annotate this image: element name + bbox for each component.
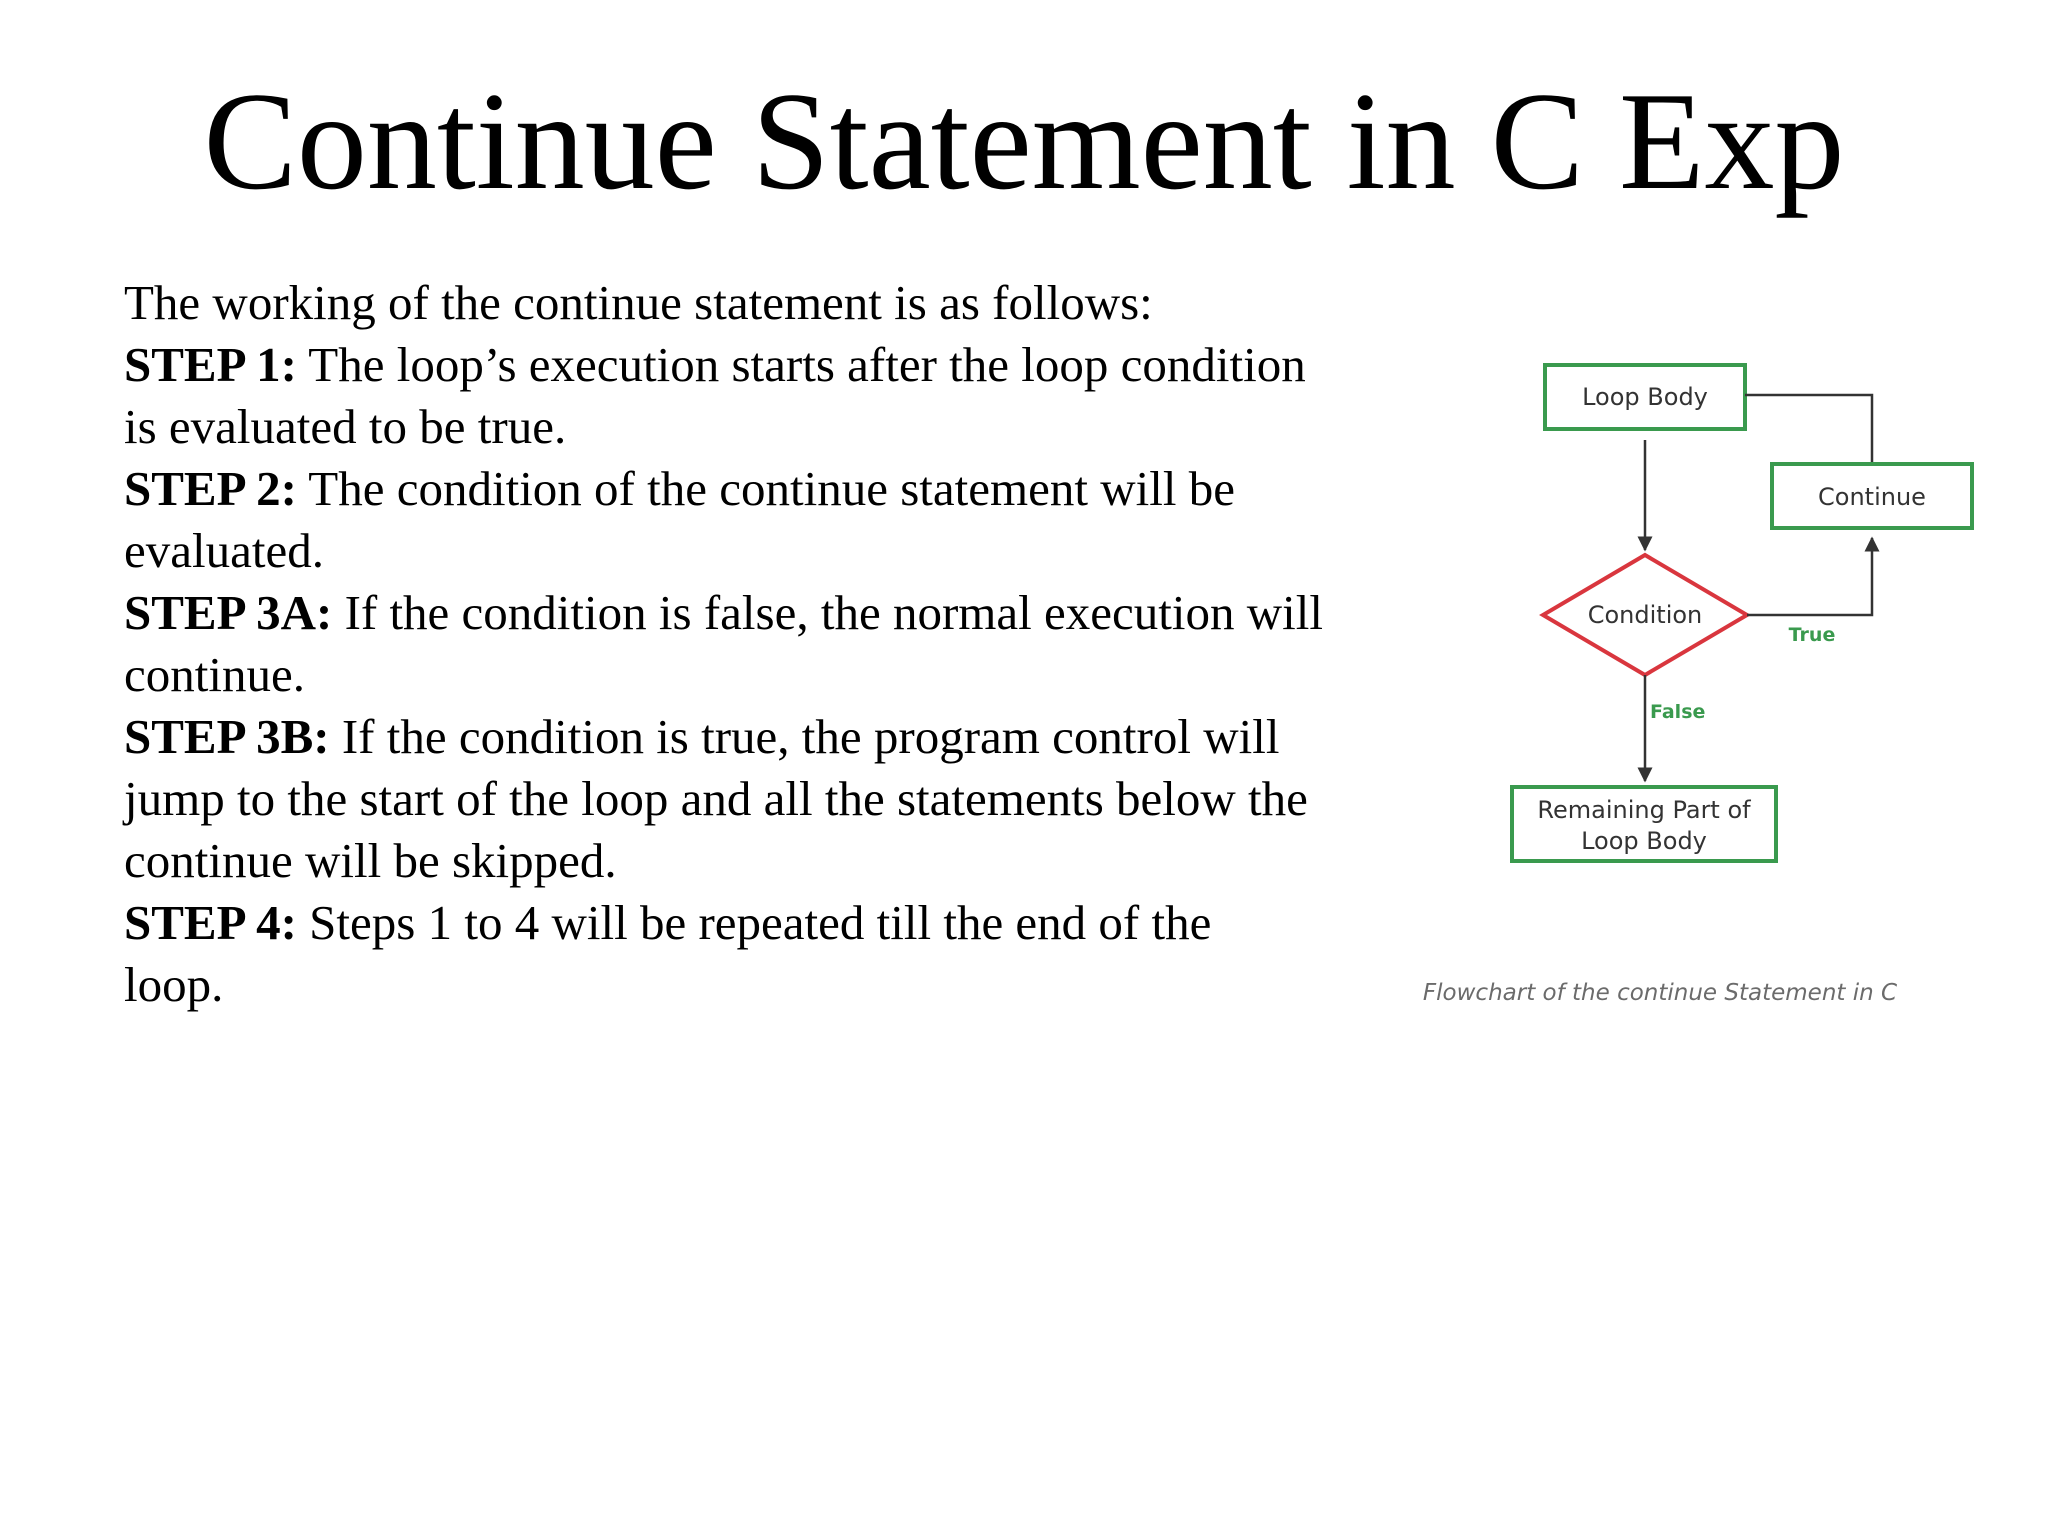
step-3b-line-3: continue will be skipped. xyxy=(124,833,617,888)
continue-flowchart xyxy=(1380,340,1980,1040)
intro-line: The working of the continue statement is as follows: xyxy=(124,275,1153,330)
continue-label: Continue xyxy=(1818,483,1926,511)
flowchart-svg xyxy=(1380,340,1980,1040)
step-2-label: STEP 2: xyxy=(124,461,297,516)
line-loopbody-to-continue xyxy=(1745,395,1872,462)
step-1-line-1 xyxy=(124,334,1424,396)
flowchart-caption: Flowchart of the continue Statement in C xyxy=(1422,980,1898,1006)
slide-title: Continue Statement in C Exp xyxy=(203,64,1845,219)
remaining-label-line-2: Loop Body xyxy=(1581,827,1707,855)
step-1-text-1: The loop’s execution starts after the loop condition xyxy=(296,337,1306,392)
step-4-line-1 xyxy=(124,892,1424,954)
false-edge-label: False xyxy=(1650,701,1706,723)
condition-label: Condition xyxy=(1587,601,1703,629)
step-3b-text-1: If the condition is true, the program control will xyxy=(329,709,1280,764)
step-2-line-1 xyxy=(124,458,1424,520)
step-2-line-2: evaluated. xyxy=(124,523,324,578)
step-3b-line-2: jump to the start of the loop and all the statements below the xyxy=(124,771,1308,826)
step-3a-line-2: continue. xyxy=(124,647,305,702)
step-2-text-1: The condition of the continue statement will be xyxy=(296,461,1235,516)
step-4-text-1: Steps 1 to 4 will be repeated till the end of the xyxy=(296,895,1212,950)
step-4-label: STEP 4: xyxy=(124,895,297,950)
step-1-label: STEP 1: xyxy=(124,337,297,392)
step-3a-line-1 xyxy=(124,582,1424,644)
loop-body-label: Loop Body xyxy=(1582,383,1708,411)
remaining-label-line-1: Remaining Part of xyxy=(1537,796,1751,824)
step-4-line-2: loop. xyxy=(124,957,224,1012)
step-3b-line-1 xyxy=(124,706,1424,768)
step-1-line-2: is evaluated to be true. xyxy=(124,399,567,454)
step-3a-text-1: If the condition is false, the normal execution will xyxy=(332,585,1323,640)
step-3a-label: STEP 3A: xyxy=(124,585,333,640)
step-3b-label: STEP 3B: xyxy=(124,709,330,764)
body-text xyxy=(124,272,1424,1016)
true-edge-label: True xyxy=(1788,624,1836,646)
arrow-condition-to-continue xyxy=(1747,538,1872,615)
